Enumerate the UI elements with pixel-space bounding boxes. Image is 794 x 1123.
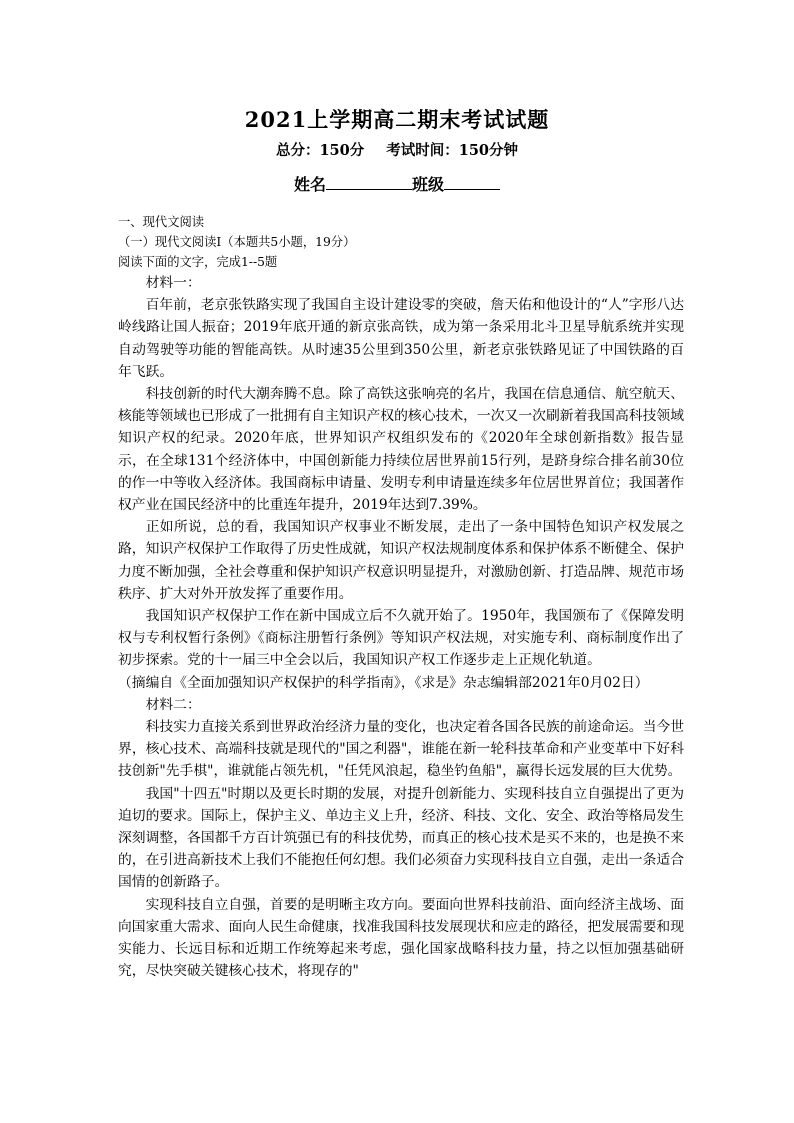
reading-body (118, 212, 684, 983)
material1-paragraph: 正如所说，总的看，我国知识产权事业不断发展，走出了一条中国特色知识产权发展之路，知识产权保护工作取得了历史性成就，知识产权法规制度体系和保护体系不断健全、保护力度不断加强，全社会尊重和保护知识产权意识明显提升，对激励创新、打造品牌、规范市场秩序、扩大对外开放发挥了重要作用。 (118, 519, 684, 602)
material2-paragraph: 我国"十四五"时期以及更长时期的发展，对提升创新能力、实现科技自立自强提出了更为迫切的要求。国际上，保护主义、单边主义上升，经济、科技、文化、安全、政治等格局发生深刻调整，各国都千方百计筑强已有的科技优势，而真正的核心技术是买不来的，也是换不来的，在引进高新技术上我们不能抱任何幻想。我们必须奋力实现科技自立自强，走出一条适合国情的创新路子。 (118, 785, 684, 891)
material1-paragraph: 我国知识产权保护工作在新中国成立后不久就开始了。1950年，我国颁布了《保障发明权与专利权暂行条例》《商标注册暂行条例》等知识产权法规，对实施专利、商标制度作出了初步探索。党的十一届三中全会以后，我国知识产权工作逐步走上正规化轨道。 (118, 608, 684, 669)
material2-label: 材料二： (145, 696, 201, 713)
name-label: 姓名 (293, 175, 326, 194)
class-blank (444, 174, 500, 190)
name-blank (326, 174, 412, 190)
name-class-row (0, 172, 794, 195)
material1-label: 材料一： (145, 275, 201, 291)
section-subheading: （一）现代文阅读Ⅰ（本题共5小题，19分） (118, 235, 356, 249)
material2-paragraph: 科技实力直接关系到世界政治经济力量的变化，也决定着各国各民族的前途命运。当今世界，核心技术、高端科技就是现代的"国之利器"，谁能在新一轮科技革命和产业变革中下好科技创新"先手棋"，谁就能占领先机，"任凭风浪起，稳坐钓鱼船"，赢得长远发展的巨大优势。 (118, 719, 684, 780)
section-instruction: 阅读下面的文字，完成1--5题 (118, 255, 278, 269)
section-heading: 一、现代文阅读 (118, 215, 205, 229)
total-score: 总分：150分 (275, 142, 365, 159)
material1-source: （摘编自《全面加强知识产权保护的科学指南》，《求是》杂志编辑部2021年0月02日） (118, 674, 649, 691)
exam-title: 2021上学期高二期末考试试题 (244, 107, 550, 132)
material1-paragraph: 科技创新的时代大潮奔腾不息。除了高铁这张响亮的名片，我国在信息通信、航空航天、核能等领域也已形成了一批拥有自主知识产权的核心技术，一次又一次刷新着我国高科技领域知识产权的纪录。2020年底，世界知识产权组织发布的《2020年全球创新指数》报告显示，在全球131个经济体中，中国创新能力持续位居世界前15行列，是跻身综合排名前30位的作一中等收入经济体。我国商标申请量、发明专利申请量连续多年位居世界首位；我国著作权产业在国民经济中的比重连年提升，2019年达到7.39%。 (118, 386, 684, 514)
material1-paragraph: 百年前，老京张铁路实现了我国自主设计建设零的突破，詹天佑和他设计的“人”字形八达岭线路让国人振奋；2019年底开通的新京张高铁，成为第一条采用北斗卫星导航系统并实现自动驾驶等功能的智能高铁。从时速35公里到350公里，新老京张铁路见证了中国铁路的百年飞跃。 (118, 297, 684, 380)
material2-paragraph: 实现科技自立自强，首要的是明晰主攻方向。要面向世界科技前沿、面向经济主战场、面向国家重大需求、面向人民生命健康，找准我国科技发展现状和应走的路径，把发展需要和现实能力、长远目标和近期工作统筹起来考虑，强化国家战略科技力量，持之以恒加强基础研究，尽快突破关键核心技术，将现存的" (118, 896, 684, 980)
exam-time: 考试时间：150分钟 (386, 142, 519, 159)
class-label: 班级 (412, 175, 445, 194)
exam-meta (0, 139, 794, 160)
